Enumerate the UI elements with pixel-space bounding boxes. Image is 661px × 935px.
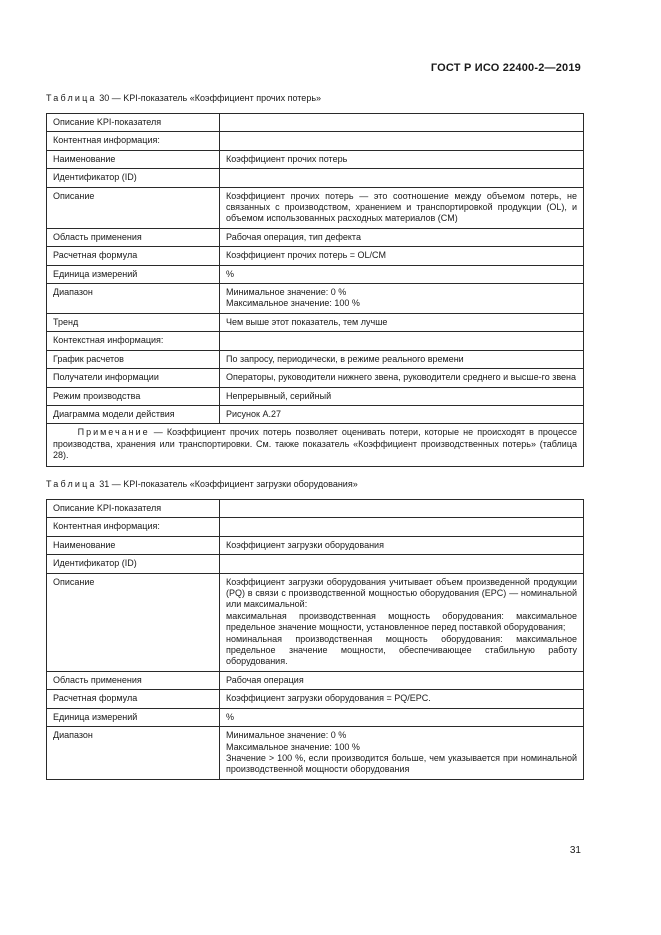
row-label: Наименование [47,536,220,554]
row-label: Тренд [47,313,220,331]
table-row [47,536,584,554]
table-row [47,114,584,132]
row-value-line: Максимальное значение: 100 % [226,298,360,309]
document-standard-header: ГОСТ Р ИСО 22400-2—2019 [430,62,581,74]
table-row [47,671,584,689]
kpi-table-30 [46,113,584,467]
row-value-line: Чем выше этот показатель, тем лучше [226,316,388,327]
row-label: Единица измерений [47,265,220,283]
row-value-line: % [226,711,235,722]
table-row [47,518,584,536]
table-row [47,247,584,265]
row-value-line: максимальная производственная мощность оборудования: максимальное предельное значение мощности, установленное перед поставкой оборудования; [226,610,577,633]
row-value [220,708,584,726]
row-label: Описание KPI-показателя [47,114,220,132]
row-label: Контентная информация: [47,518,220,536]
table-row [47,169,584,187]
row-label: Контентная информация: [47,132,220,150]
row-value-line [226,521,577,532]
row-label: Описание [47,187,220,228]
row-value [220,405,584,423]
table-row [47,284,584,314]
table-row [47,265,584,283]
row-value-line [226,172,577,183]
row-value-line: Непрерывный, серийный [226,390,332,401]
table31-caption-prefix: Таблица [46,479,97,489]
table-row [47,132,584,150]
row-value-line: Минимальное значение: 0 % [226,287,347,298]
table-note [47,424,584,466]
table-row [47,228,584,246]
table-row [47,555,584,573]
row-value [220,518,584,536]
row-value-line: Коэффициент загрузки оборудования [226,539,384,550]
table-note-row [47,424,584,466]
row-value-line: Коэффициент загрузки оборудования = PQ/EPC. [226,693,431,704]
table-row [47,690,584,708]
row-value-line: номинальная производственная мощность оборудования: максимальное предельное значение мощности, обеспечивающее стабильную работу оборудования. [226,633,577,667]
row-value-line: Коэффициент прочих потерь [226,153,348,164]
note-prefix: Примечание [77,427,150,438]
row-label: Описание KPI-показателя [47,500,220,518]
table31-caption-title: 31 — KPI-показатель «Коэффициент загрузки оборудования» [96,479,358,489]
row-value-line: Рисунок А.27 [226,408,281,419]
row-value [220,187,584,228]
row-label: Режим производства [47,387,220,405]
table-row [47,332,584,350]
table-row [47,405,584,423]
row-value-line: Коэффициент прочих потерь = OL/CM [226,250,387,261]
row-value-line: Операторы, руководители нижнего звена, руководители среднего и высше-го звена [226,372,577,383]
page-number: 31 [569,845,581,856]
row-label: Расчетная формула [47,247,220,265]
row-value-line [226,558,577,569]
table30-caption-prefix: Таблица [46,93,97,103]
table-row [47,313,584,331]
table30-caption [46,93,321,103]
row-value-line: Коэффициент прочих потерь — это соотношение между объемом потерь, не связанных с производством, хранением и транспортировкой продукции (OL), и объемом использованных расходных материалов (CM) [226,190,577,224]
row-label: Диаграмма модели действия [47,405,220,423]
table30-caption-title: 30 — KPI-показатель «Коэффициент прочих потерь» [96,93,322,103]
row-value [220,228,584,246]
row-label: Наименование [47,150,220,168]
row-value [220,555,584,573]
row-label: Идентификатор (ID) [47,169,220,187]
row-value [220,284,584,314]
row-value [220,247,584,265]
row-value-line: По запросу, периодически, в режиме реального времени [226,353,464,364]
table31-caption [46,479,358,489]
row-value [220,369,584,387]
row-value [220,265,584,283]
row-value-line [226,117,577,128]
row-value-line: Рабочая операция, тип дефекта [226,231,361,242]
row-label: Получатели информации [47,369,220,387]
row-value [220,573,584,671]
table-row [47,387,584,405]
row-value-line: % [226,268,235,279]
row-label: Идентификатор (ID) [47,555,220,573]
row-value [220,500,584,518]
row-value [220,132,584,150]
row-value [220,114,584,132]
row-label: График расчетов [47,350,220,368]
row-value [220,150,584,168]
table-row [47,500,584,518]
row-value-line [226,135,577,146]
row-label: Единица измерений [47,708,220,726]
row-value-line [226,503,577,514]
table-row [47,708,584,726]
row-value [220,671,584,689]
row-value [220,387,584,405]
row-value-line [226,335,577,346]
row-value-line: Значение > 100 %, если производится больше, чем указывается при номинальной производственной мощности оборудования [226,752,577,775]
note-text: — Коэффициент прочих потерь позволяет оценивать потери, которые не происходят в процессе производства, хранения или транспортировки. См. также показатель «Коэффициент производственных потерь» (таблица 28). [53,427,577,461]
row-label: Область применения [47,671,220,689]
row-value [220,536,584,554]
row-label: Диапазон [47,727,220,780]
row-value-line: Минимальное значение: 0 % [226,730,347,741]
table-row [47,727,584,780]
row-value [220,332,584,350]
row-value [220,313,584,331]
table-row [47,187,584,228]
row-label: Область применения [47,228,220,246]
kpi-table-31 [46,499,584,780]
row-label: Описание [47,573,220,671]
row-value-line: Максимальное значение: 100 % [226,741,360,752]
row-value [220,727,584,780]
table-row [47,369,584,387]
table-row [47,350,584,368]
row-label: Расчетная формула [47,690,220,708]
row-value [220,350,584,368]
table-row [47,573,584,671]
table-row [47,150,584,168]
row-value [220,169,584,187]
row-value-line: Рабочая операция [226,674,304,685]
row-value-line: Коэффициент загрузки оборудования учитывает объем произведенной продукции (PQ) в связи с производственной мощностью оборудования (EPC) — номинальной или максимальной: [226,576,577,610]
row-label: Диапазон [47,284,220,314]
row-value [220,690,584,708]
row-label: Контекстная информация: [47,332,220,350]
